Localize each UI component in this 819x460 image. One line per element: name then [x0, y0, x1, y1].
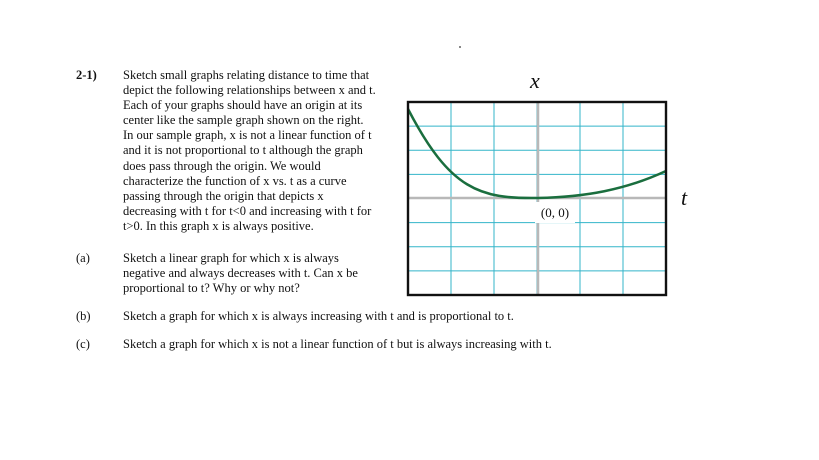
x-axis-label: x — [530, 68, 540, 93]
part-b-line: Sketch a graph for which x is always increasing with t and is proportional to t. — [123, 309, 514, 323]
intro-line: Each of your graphs should have an origin at its — [123, 98, 363, 113]
intro-line: depict the following relationships between x and t. — [123, 83, 376, 98]
intro-line: center like the sample graph shown on the right. — [123, 113, 364, 128]
intro-line: Sketch small graphs relating distance to time that — [123, 68, 370, 82]
part-a-line: negative and always decreases with t. Can x be — [123, 266, 358, 281]
origin-label: (0, 0) — [540, 205, 570, 220]
intro-line: decreasing with t for t<0 and increasing with t for — [123, 203, 372, 218]
part-a-line: Sketch a linear graph for which x is always — [123, 251, 339, 265]
intro-line: characterize the function of x vs. t as a curve — [123, 173, 347, 188]
t-axis-label: t — [681, 185, 688, 210]
intro-line: t>0. In this graph x is always positive. — [123, 218, 314, 233]
intro-line: does pass through the origin. We would — [123, 158, 321, 173]
intro-line: and it is not proportional to t although the graph — [123, 143, 363, 158]
intro-line: In our sample graph, x is not a linear function of t — [123, 128, 372, 143]
part-c-line: Sketch a graph for which x is not a linear function of t but is always increasing with t. — [123, 337, 552, 351]
part-c-label: (c) — [76, 337, 90, 351]
intro-line: passing through the origin that depicts x — [123, 188, 324, 203]
part-a-label: (a) — [76, 251, 90, 265]
part-b-label: (b) — [76, 309, 91, 323]
problem-number: 2-1) — [76, 68, 97, 82]
part-a-line: proportional to t? Why or why not? — [123, 281, 300, 296]
